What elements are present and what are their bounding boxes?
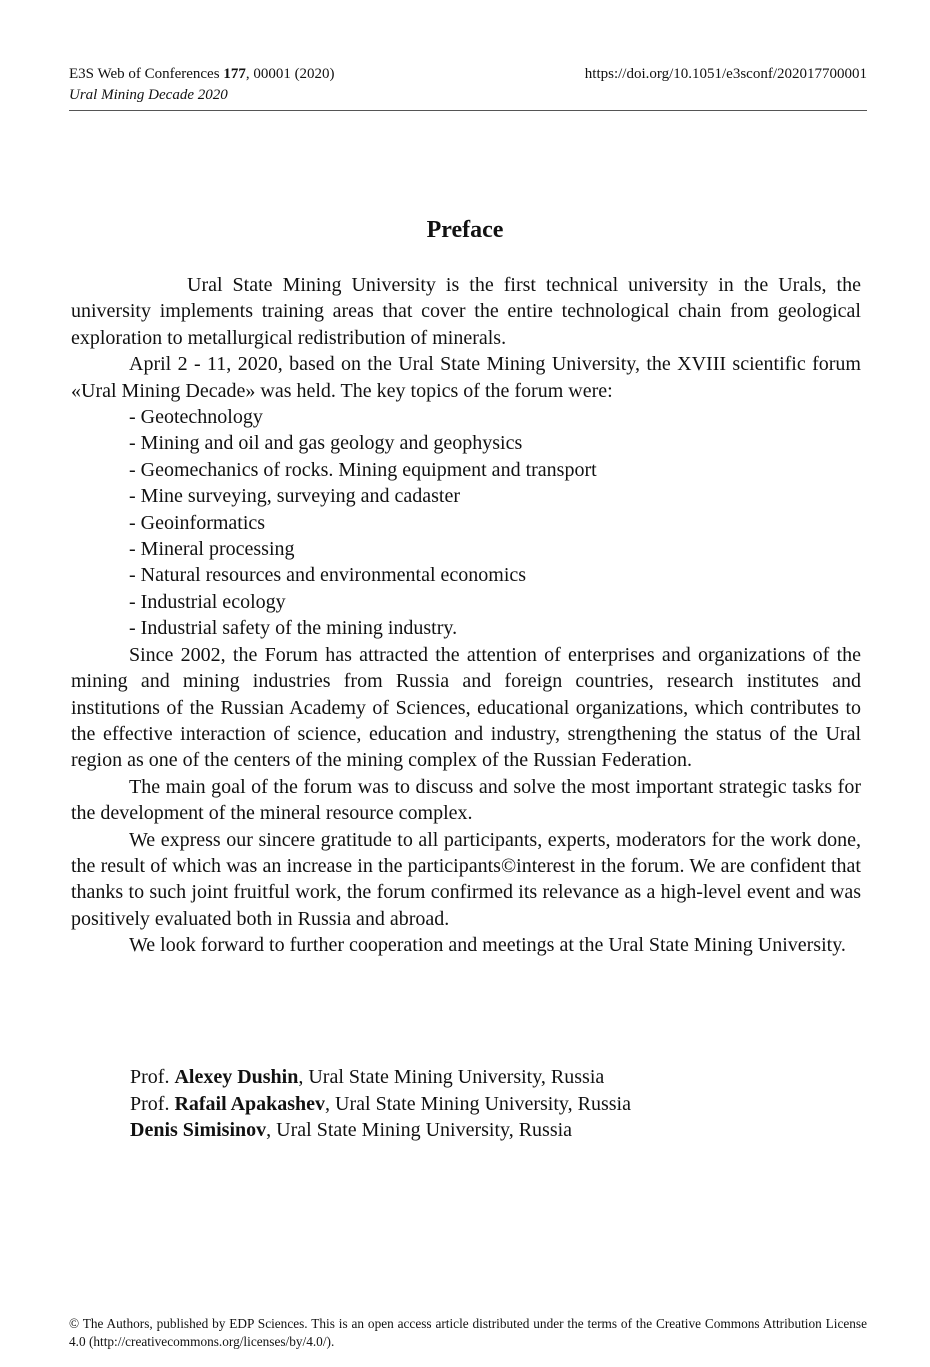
paragraph-goal: The main goal of the forum was to discuss and solve the most important strategic tasks for the development of the mineral resource complex.: [71, 775, 861, 825]
signature-name: Denis Simisinov: [130, 1119, 267, 1141]
signatures-block: [130, 1064, 631, 1144]
signature-name: Rafail Apakashev: [174, 1092, 326, 1115]
signature-line: [130, 1091, 631, 1118]
page-header: [69, 64, 867, 111]
paragraph-closing: We look forward to further cooperation and meetings at the Ural State Mining University.: [129, 934, 846, 957]
page-title: Preface: [426, 217, 504, 243]
article-number: , 00001 (2020): [245, 66, 335, 82]
list-item: - Natural resources and environmental economics: [129, 564, 527, 587]
signature-line: [130, 1064, 631, 1091]
signature-affiliation: , Ural State Mining University, Russia: [266, 1119, 573, 1141]
paragraph-gratitude: We express our sincere gratitude to all participants, experts, moderators for the work done, the result of which was an increase in the participants©interest in the forum. We are confident that thanks to such joint fruitful work, the forum confirmed its relevance as a high-level event and was positively evaluated both in Russia and abroad.: [71, 828, 861, 930]
preface-body: [71, 272, 861, 959]
journal-citation: [69, 64, 335, 85]
list-item: - Industrial ecology: [129, 590, 286, 613]
paragraph-history: Since 2002, the Forum has attracted the attention of enterprises and organizations of the mining and mining industries from Russia and foreign countries, research institutes and institutions of the Russian Academy of Sciences, educational organizations, which contributes to the effective interaction of science, education and industry, strengthening the status of the Ural region as one of the centers of the mining complex of the Russian Federation.: [71, 643, 861, 772]
topics-list: [71, 404, 861, 642]
doi-link[interactable]: https://doi.org/10.1051/e3sconf/202017700001: [584, 66, 867, 82]
list-item: - Mining and oil and gas geology and geophysics: [129, 432, 523, 455]
paragraph-forum-dates: April 2 - 11, 2020, based on the Ural State Mining University, the XVIII scientific forum «Ural Mining Decade» was held. The key topics of the forum were:: [71, 353, 861, 402]
signature-prefix: Prof.: [130, 1092, 175, 1115]
signature-line: [130, 1117, 631, 1144]
paragraph-intro: Ural State Mining University is the first technical university in the Urals, the university implements training areas that cover the entire technological chain from geological exploration to metallurgical redistribution of minerals.: [71, 274, 861, 349]
license-footer: © The Authors, published by EDP Sciences. This is an open access article distributed under the terms of the Creative Commons Attribution License 4.0 (http://creativecommons.org/licenses/by/4.0/).: [69, 1316, 867, 1349]
list-item: - Mine surveying, surveying and cadaster: [129, 485, 461, 508]
journal-name: E3S Web of Conferences: [69, 66, 224, 82]
signature-affiliation: , Ural State Mining University, Russia: [298, 1066, 605, 1088]
list-item: - Geotechnology: [129, 406, 263, 429]
journal-volume: 177: [223, 66, 246, 82]
signature-prefix: Prof.: [130, 1066, 175, 1088]
signature-name: Alexey Dushin: [174, 1066, 299, 1088]
conference-name: Ural Mining Decade 2020: [69, 87, 228, 103]
signature-affiliation: , Ural State Mining University, Russia: [325, 1092, 631, 1115]
list-item: - Mineral processing: [129, 538, 295, 561]
header-journal-info: [69, 64, 335, 106]
list-item: - Geomechanics of rocks. Mining equipment and transport: [129, 458, 597, 481]
list-item: - Industrial safety of the mining industry.: [129, 617, 458, 640]
list-item: - Geoinformatics: [129, 511, 266, 534]
